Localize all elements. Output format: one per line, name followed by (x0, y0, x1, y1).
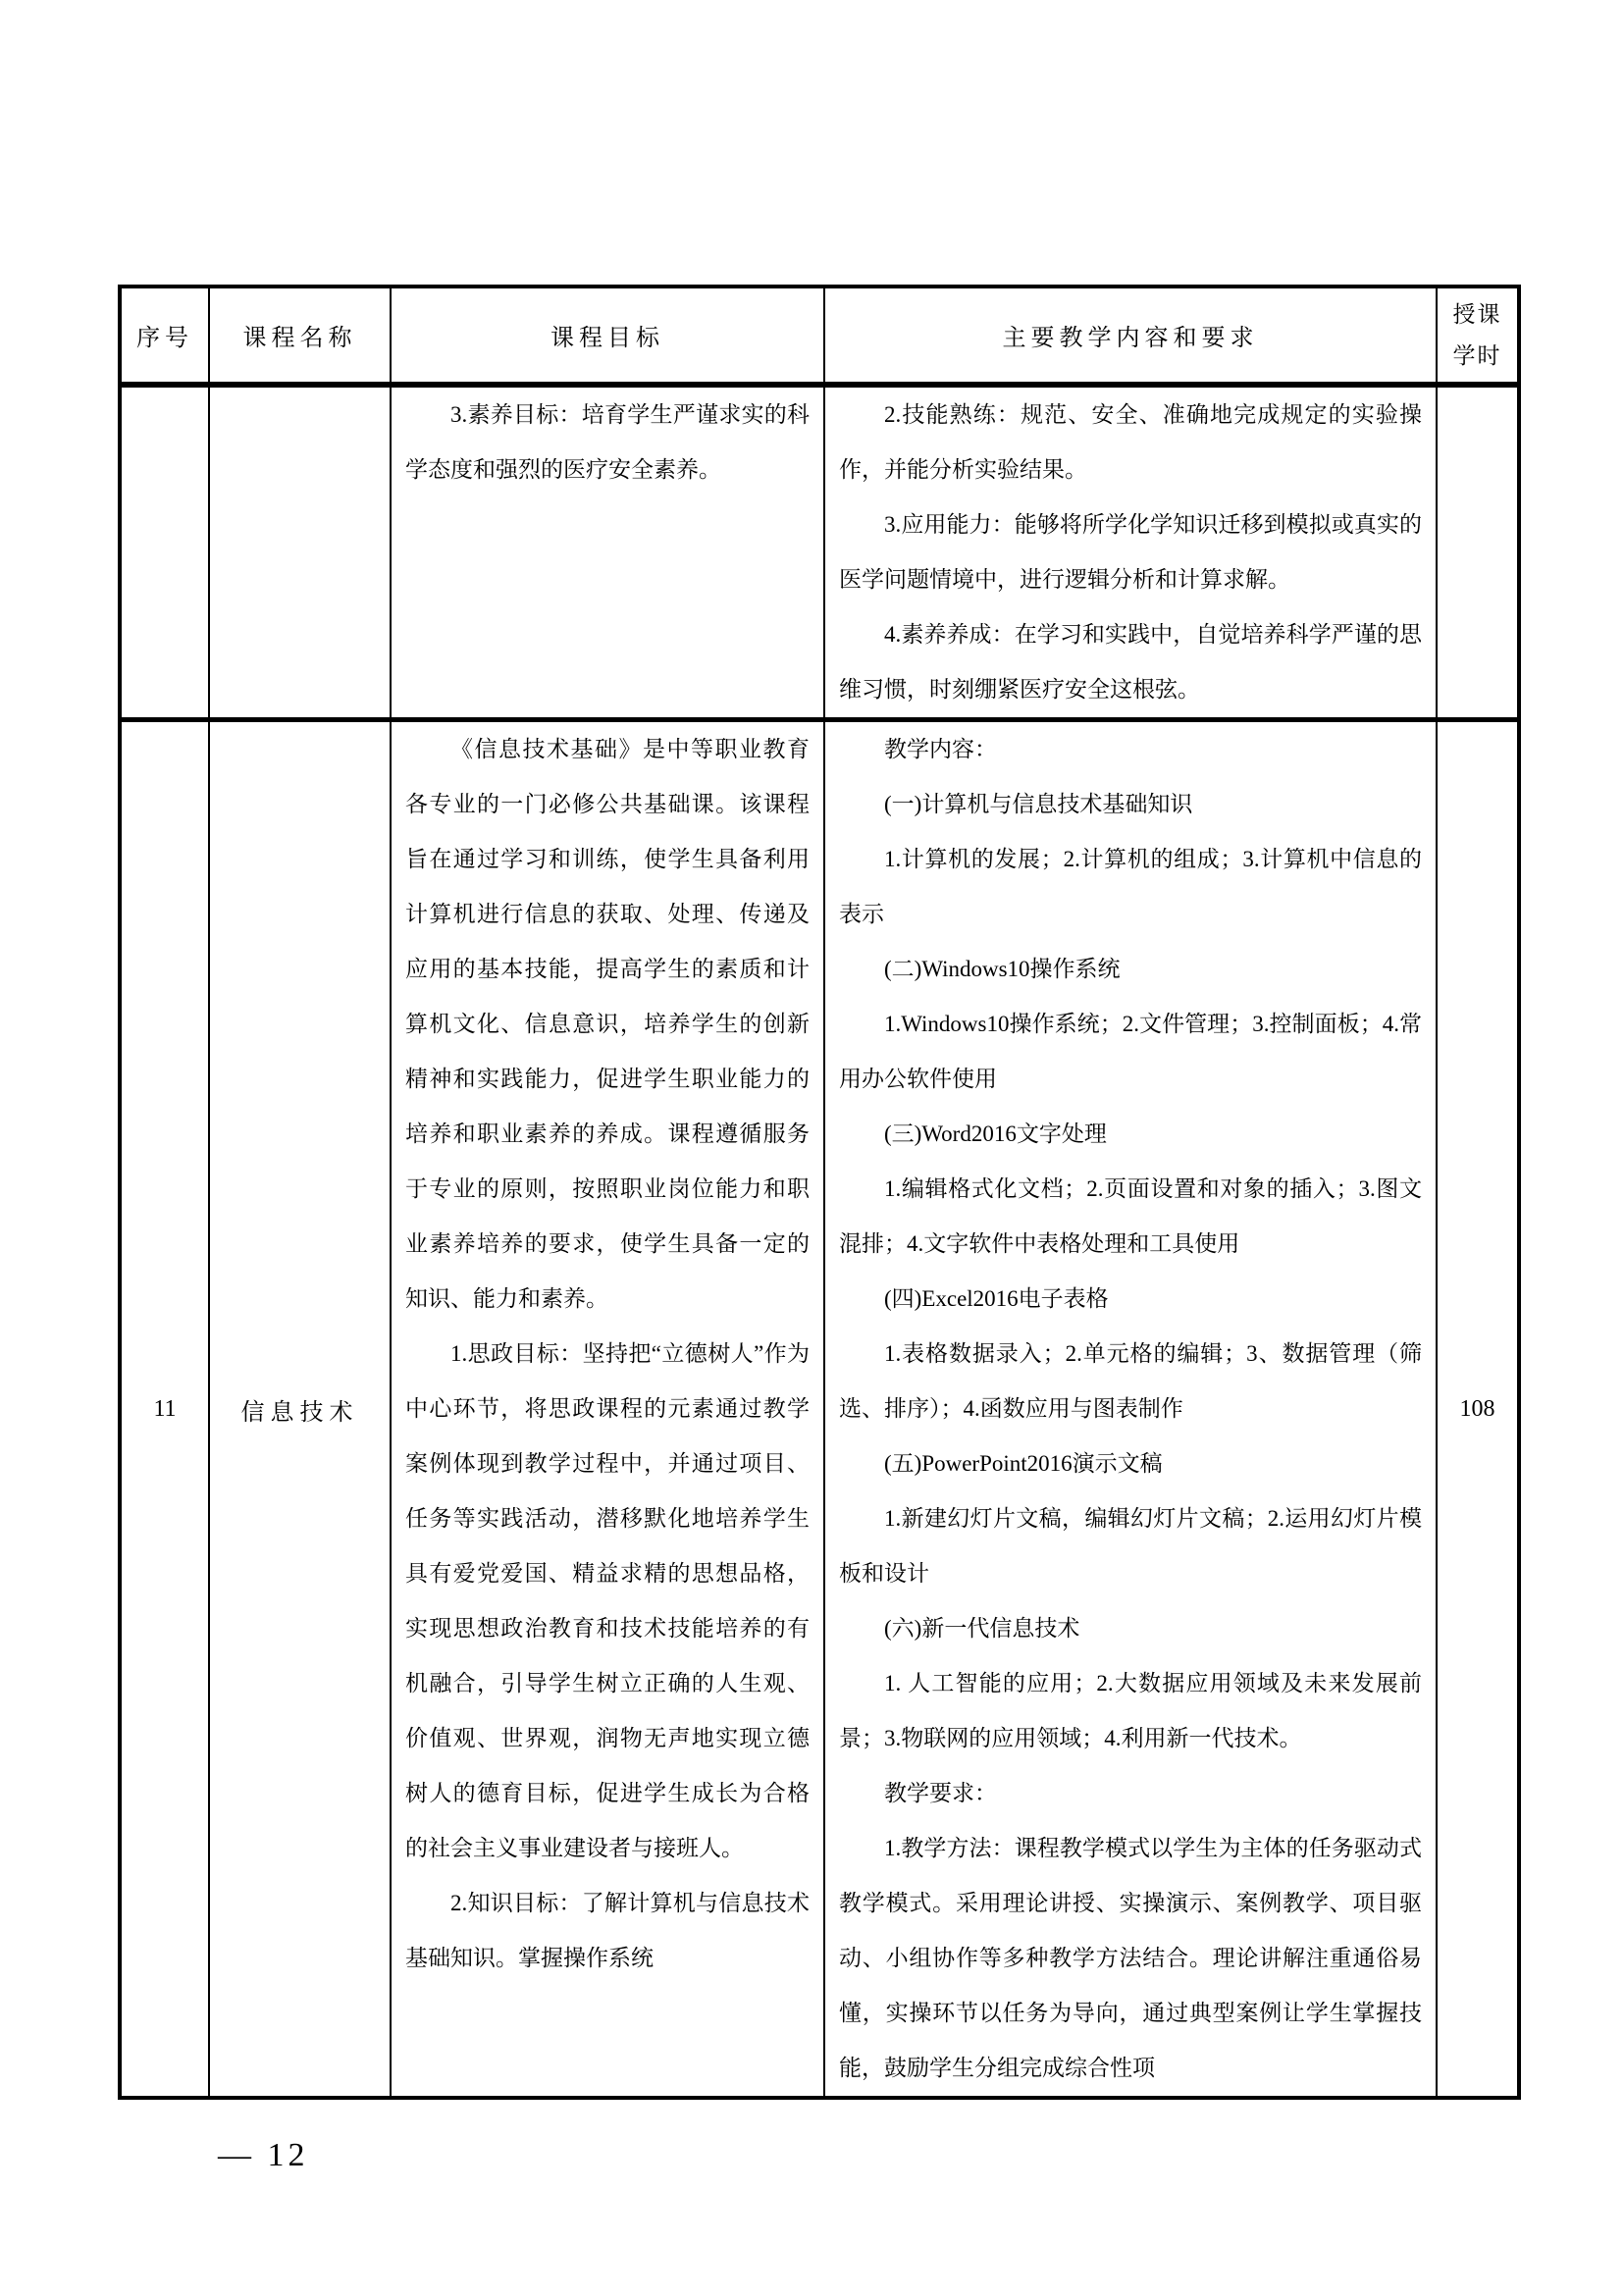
course-objectives-text (392, 388, 823, 497)
paragraph: 1.编辑格式化文档；2.页面设置和对象的插入；3.图文混排；4.文字软件中表格处理和工具使用 (839, 1176, 1422, 1256)
paragraph: 1. 人工智能的应用；2.大数据应用领域及未来发展前景；3.物联网的应用领域；4.利用新一代技术。 (839, 1671, 1422, 1750)
course-objectives-text (392, 722, 823, 1986)
table-row-continued (120, 385, 1519, 720)
paragraph: 《信息技术基础》是中等职业教育各专业的一门必修公共基础课。该课程旨在通过学习和训练，使学生具备利用计算机进行信息的获取、处理、传递及应用的基本技能，提高学生的素质和计算机文化、信息意识，培养学生的创新精神和实践能力，促进学生职业能力的培养和职业素养的养成。课程遵循服务于专业的原则，按照职业岗位能力和职业素养培养的要求，使学生具备一定的知识、能力和素养。 (405, 737, 810, 1311)
paragraph: 1.教学方法：课程教学模式以学生为主体的任务驱动式教学模式。采用理论讲授、实操演示、案例教学、项目驱动、小组协作等多种教学方法结合。理论讲解注重通俗易懂，实操环节以任务为导向，通过典型案例让学生掌握技能，鼓励学生分组完成综合性项 (839, 1836, 1422, 2080)
header-label-course-objectives: 课程目标 (550, 326, 664, 351)
table-header-row (120, 287, 1519, 385)
seq-no-cell (120, 385, 209, 720)
header-cell-course-objectives (391, 287, 824, 385)
paragraph: 教学要求： (884, 1781, 997, 1805)
paragraph: (五)PowerPoint2016演示文稿 (884, 1451, 1163, 1476)
paragraph: 2.知识目标：了解计算机与信息技术基础知识。掌握操作系统 (405, 1891, 810, 1970)
paragraph: 1.思政目标：坚持把“立德树人”作为中心环节，将思政课程的元素通过教学案例体现到教学过程中，并通过项目、任务等实践活动，潜移默化地培养学生具有爱党爱国、精益求精的思想品格，实现思想政治教育和技术技能培养的有机融合，引导学生树立正确的人生观、价值观、世界观，润物无声地实现立德树人的德育目标，促进学生成长为合格的社会主义事业建设者与接班人。 (405, 1341, 810, 1860)
paragraph: 3.素养目标：培育学生严谨求实的科学态度和强烈的医疗安全素养。 (405, 402, 810, 482)
table-row-information-technology (120, 720, 1519, 2099)
paragraph: 1.表格数据录入；2.单元格的编辑；3、数据管理（筛选、排序）；4.函数应用与图表制作 (839, 1341, 1422, 1421)
header-label-teaching-content: 主要教学内容和要求 (1002, 326, 1259, 351)
paragraph: (六)新一代信息技术 (884, 1616, 1080, 1641)
paragraph: 3.应用能力：能够将所学化学知识迁移到模拟或真实的医学问题情境中，进行逻辑分析和计算求解。 (839, 512, 1422, 592)
paragraph: 4.素养养成：在学习和实践中，自觉培养科学严谨的思维习惯，时刻绷紧医疗安全这根弦。 (839, 622, 1422, 702)
teaching-hours-cell: 108 (1437, 720, 1519, 2099)
paragraph: (三)Word2016文字处理 (884, 1121, 1107, 1146)
header-label-hours-line2: 学时 (1452, 342, 1502, 368)
paragraph: (一)计算机与信息技术基础知识 (884, 792, 1193, 816)
header-label-course-name: 课程名称 (242, 326, 357, 351)
paragraph: (四)Excel2016电子表格 (884, 1286, 1109, 1311)
seq-no-cell: 11 (120, 720, 209, 2099)
header-cell-teaching-content (824, 287, 1437, 385)
paragraph: 教学内容： (884, 737, 997, 761)
paragraph: 1.新建幻灯片文稿，编辑幻灯片文稿；2.运用幻灯片模板和设计 (839, 1506, 1422, 1586)
header-cell-teaching-hours (1437, 287, 1519, 385)
course-objectives-cell (391, 385, 824, 720)
paragraph: 2.技能熟练：规范、安全、准确地完成规定的实验操作，并能分析实验结果。 (839, 402, 1422, 482)
paragraph: (二)Windows10操作系统 (884, 957, 1121, 981)
teaching-content-cell (824, 720, 1437, 2099)
teaching-hours-cell (1437, 385, 1519, 720)
paragraph: 1.Windows10操作系统；2.文件管理；3.控制面板；4.常用办公软件使用 (839, 1012, 1422, 1091)
course-objectives-cell (391, 720, 824, 2099)
header-label-hours-line1: 授课 (1452, 301, 1502, 327)
course-name-cell (209, 385, 391, 720)
header-label-seq-no: 序号 (136, 326, 193, 351)
paragraph: 1.计算机的发展；2.计算机的组成；3.计算机中信息的表示 (839, 847, 1422, 926)
teaching-content-text (825, 388, 1436, 717)
course-name-cell: 信息技术 (209, 720, 391, 2099)
header-cell-seq-no (120, 287, 209, 385)
teaching-content-cell (824, 385, 1437, 720)
teaching-content-text (825, 722, 1436, 2096)
page-number: — 12 (218, 2137, 309, 2173)
course-plan-table (118, 285, 1521, 2100)
header-cell-course-name (209, 287, 391, 385)
